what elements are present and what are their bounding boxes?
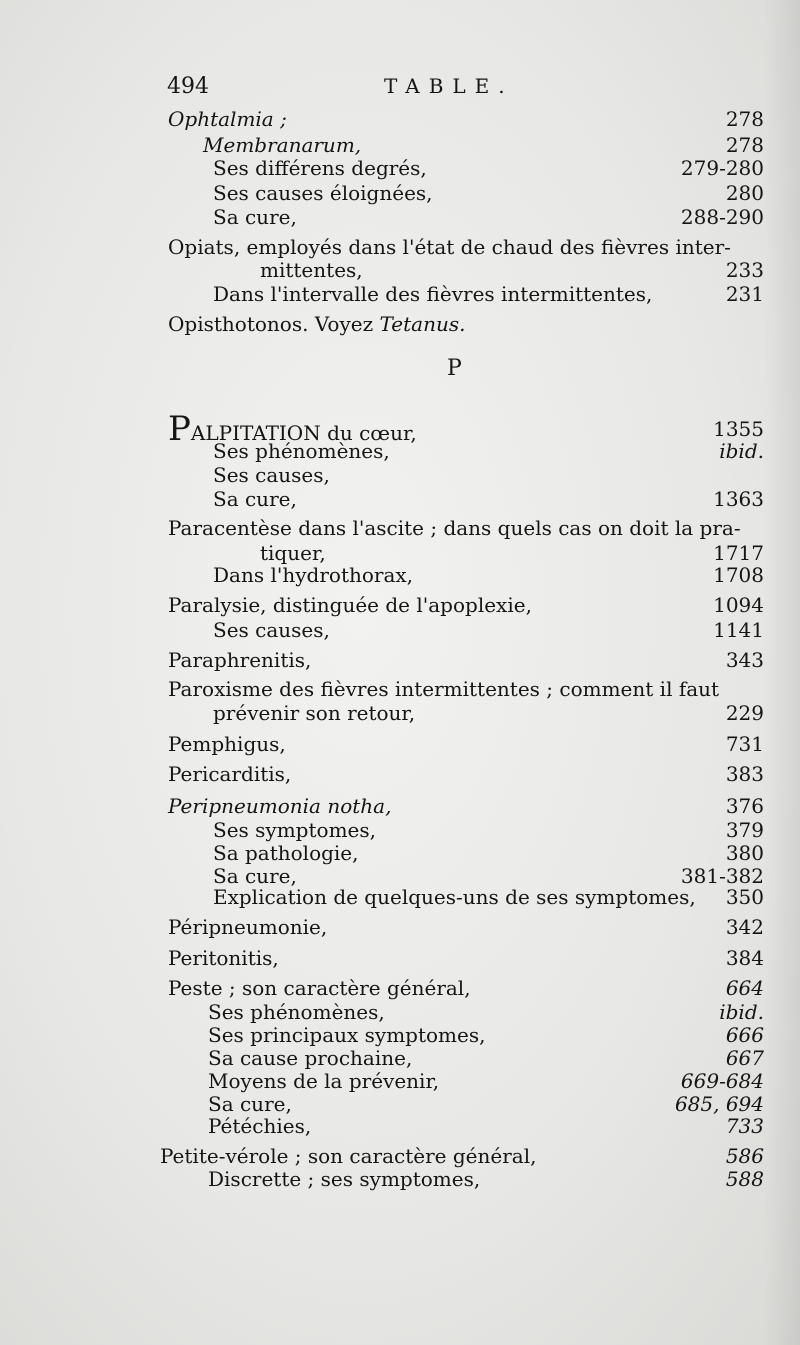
entry-text-roman: Opisthotonos. Voyez [168,312,380,336]
index-entry [0,311,800,337]
entry-page: 280 [725,181,764,205]
index-entry [0,562,800,588]
entry-page: 685, 694 [674,1092,764,1116]
entry-text: prévenir son retour, [213,701,416,725]
index-entry [0,793,800,819]
entry-text: Paroxisme des fièvres intermittentes ; comment il faut [168,677,720,701]
entry-page: 350 [725,885,764,909]
entry-page: 667 [725,1046,764,1070]
entry-text: Dans l'hydrothorax, [213,563,414,587]
index-entry [0,731,800,757]
entry-page: 1717 [713,541,764,565]
index-entry [0,761,800,787]
page-number: 494 [167,74,209,99]
entry-page: 376 [725,794,764,818]
entry-page: 1094 [713,593,764,617]
entry-text-rest: ALPITATION du cœur, [190,421,417,445]
entry-cross-reference: Tetanus. [379,312,466,336]
entry-text: Membranarum, [203,133,362,157]
entry-text: Peripneumonia notha, [168,794,392,818]
index-entry [0,515,800,541]
entry-page: 279-280 [680,156,764,180]
index-entry [0,945,800,971]
entry-text: Paraphrenitis, [168,648,312,672]
entry-page: 342 [725,915,764,939]
entry-text: Sa cure, [213,205,297,229]
index-entry [0,180,800,206]
drop-initial: P [168,409,191,449]
entry-text: Ses causes, [213,618,330,642]
entry-page: 231 [725,282,764,306]
index-entry [0,438,800,464]
entry-page: 384 [725,946,764,970]
entry-text: Ses causes, [213,463,330,487]
entry-text: Ses principaux symptomes, [208,1023,486,1047]
entry-text: Ses symptomes, [213,818,376,842]
index-entry [0,647,800,673]
entry-text: Peritonitis, [168,946,279,970]
entry-page: 666 [725,1023,764,1047]
entry-text: Opiats, employés dans l'état de chaud des fièvres inter- [168,235,731,259]
entry-page: 233 [725,258,764,282]
entry-text: Ses phénomènes, [208,1000,385,1024]
entry-text: Ses différens degrés, [213,156,427,180]
index-entry [0,700,800,726]
index-entry [0,914,800,940]
entry-page: 379 [725,818,764,842]
entry-page: 1708 [713,563,764,587]
entry-text: Pericarditis, [168,762,292,786]
index-entry [0,257,800,283]
entry-page: ibid. [719,439,764,463]
entry-text: Ophtalmia ; [168,107,287,131]
entry-text: Ses causes éloignées, [213,181,433,205]
index-entry [0,462,800,488]
entry-text: Explication de quelques-uns de ses symptomes, [213,885,696,909]
entry-page: ibid. [719,1000,764,1024]
section-letter: P [447,356,462,381]
entry-text: Sa pathologie, [213,841,359,865]
entry-text: Sa cure, [213,864,297,888]
entry-page: 1355 [713,417,764,441]
entry-page: 731 [725,732,764,756]
entry-page: 381-382 [680,864,764,888]
entry-page: 380 [725,841,764,865]
entry-page: 343 [725,648,764,672]
entry-page: 588 [725,1167,764,1191]
entry-text: Discrette ; ses symptomes, [208,1167,481,1191]
entry-text: Petite-vérole ; son caractère général, [160,1144,537,1168]
entry-text: Sa cause prochaine, [208,1046,413,1070]
entry-text: Paracentèse dans l'ascite ; dans quels cas on doit la pra- [168,516,741,540]
entry-page: 669-684 [680,1069,764,1093]
entry-page: 288-290 [680,205,764,229]
index-entry [0,975,800,1001]
index-entry [0,486,800,512]
entry-text: mittentes, [260,258,363,282]
index-entry [0,1113,800,1139]
index-entry [0,155,800,181]
running-header [0,74,800,110]
entry-text: Dans l'intervalle des fièvres intermittentes, [213,282,653,306]
entry-text: Paralysie, distinguée de l'apoplexie, [168,593,532,617]
entry-text: Sa cure, [208,1092,292,1116]
entry-text: Pétéchies, [208,1114,312,1138]
index-entry [0,204,800,230]
index-entry [0,617,800,643]
entry-text: Péripneumonie, [168,915,328,939]
entry-page: 229 [725,701,764,725]
index-entry [0,676,800,702]
entry-text: Ses phénomènes, [213,439,390,463]
entry-text: Peste ; son caractère général, [168,976,471,1000]
index-entry [0,106,800,132]
entry-page: 278 [725,107,764,131]
entry-text: Sa cure, [213,487,297,511]
index-entry [0,1166,800,1192]
entry-page: 278 [725,133,764,157]
entry-page: 664 [725,976,764,1000]
index-entry [0,884,800,910]
index-entry [0,592,800,618]
entry-page: 1363 [713,487,764,511]
entry-text [168,311,465,337]
entry-text: tiquer, [260,541,326,565]
entry-page: 733 [725,1114,764,1138]
entry-page: 586 [725,1144,764,1168]
entry-page: 1141 [713,618,764,642]
running-title: TABLE. [384,74,514,98]
entry-page: 383 [725,762,764,786]
index-entry [0,281,800,307]
entry-text: Moyens de la prévenir, [208,1069,440,1093]
entry-text: Pemphigus, [168,732,286,756]
